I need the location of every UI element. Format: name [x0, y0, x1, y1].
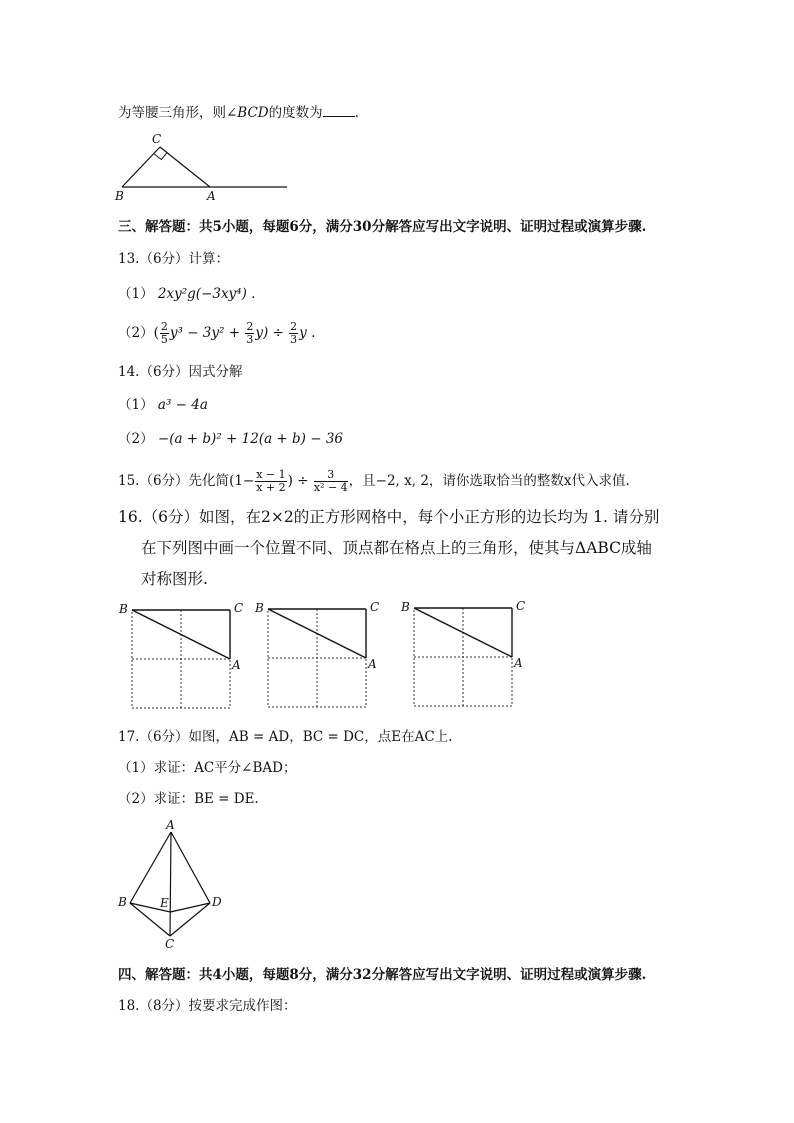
q15-heading: 15.（6分）先化简 — [118, 473, 230, 489]
q13-frac-1: $\frac{2}{5}$ — [160, 320, 168, 346]
q14-p1-num: （1） — [118, 397, 154, 413]
q13-p2-b: y) ÷ — [255, 325, 289, 341]
q13-p1-num: （1） — [118, 286, 154, 302]
q12-tail-line — [118, 103, 359, 123]
q13-p2-a: y³ − 3y² + — [169, 325, 245, 341]
q14-p2-num: （2） — [118, 431, 154, 447]
q13-part2: （2）( $\frac{2}{5}$ y³ − 3y² + $\frac{2}{3}$ y) ÷ $\frac{2}{3}$ y . — [118, 320, 316, 346]
answer-blank — [323, 116, 355, 117]
q12-triangle-figure — [112, 128, 292, 204]
grid-label-a-2: A — [368, 657, 377, 671]
q17-diagonal-ac — [170, 832, 171, 936]
q14-part1 — [118, 395, 208, 415]
q17-label-c: C — [165, 937, 175, 951]
grid-label-c-2: C — [370, 600, 380, 614]
q12-right-angle-mark — [154, 153, 167, 160]
q13-part1 — [118, 284, 255, 304]
section-4-heading: 四、解答题：共4小题，每题8分，满分32分解答应写出文字说明、证明过程或演算步骤. — [118, 967, 647, 983]
q12-label-c: C — [152, 132, 162, 146]
grid-label-a-3: A — [514, 656, 523, 670]
q12-side-ca — [160, 147, 210, 187]
q14-p2-expr: −(a + b)² + 12(a + b) − 36 — [157, 431, 343, 447]
grid-label-b-1: B — [119, 602, 128, 616]
q17-side-ab — [130, 832, 171, 903]
q13-p2-end: . — [311, 325, 316, 341]
q15-mid: ) ÷ — [287, 473, 313, 489]
q12-text: 为等腰三角形，则 — [118, 105, 226, 121]
q15-frac-2: $\frac{3}{\text{x² − 4}}$ — [313, 468, 348, 494]
q15-line — [118, 469, 630, 494]
q15-frac-1: $\frac{x - 1}{x + 2}$ — [256, 468, 286, 494]
q17-heading: 17.（6分）如图，AB = AD，BC = DC，点E在AC上. — [118, 729, 453, 745]
q17-part2: （2）求证：BE = DE. — [118, 791, 259, 807]
q13-frac-2: $\frac{2}{3}$ — [246, 320, 254, 346]
q16-grid-figures — [110, 596, 540, 714]
grid-label-c-3: C — [516, 599, 526, 613]
q17-side-ad — [171, 832, 210, 903]
q13-p1-expr: 2xy²g(−3xy⁴) — [157, 286, 247, 302]
q14-heading: 14.（6分）因式分解 — [118, 364, 243, 380]
q17-label-d: D — [212, 895, 222, 909]
q13-p2-c: y — [299, 325, 307, 341]
q16-line-1: 16.（6分）如图，在2×2的正方形网格中，每个小正方形的边长均为 1. 请分别 — [118, 508, 660, 526]
grid-label-b-3: B — [401, 600, 410, 614]
q15-open: (1− — [229, 473, 255, 489]
q12-side-bc — [122, 147, 160, 187]
q15-tail: ，且−2, x, 2，请你选取恰当的整数x代入求值. — [348, 473, 630, 489]
q17-part1: （1）求证：AC平分∠BAD； — [118, 760, 297, 776]
q12-label-a: A — [207, 189, 216, 203]
section-3-heading: 三、解答题：共5小题，每题6分，满分30分解答应写出文字说明、证明过程或演算步骤. — [118, 219, 647, 235]
grid-label-a-1: A — [232, 658, 241, 672]
q17-label-a: A — [166, 818, 175, 832]
q18-heading: 18.（8分）按要求完成作图： — [118, 998, 297, 1014]
q13-frac-3: $\frac{2}{3}$ — [290, 320, 298, 346]
q14-part2 — [118, 429, 343, 449]
q17-label-e: E — [160, 896, 169, 910]
grid-label-b-2: B — [255, 601, 264, 615]
q13-heading: 13.（6分）计算： — [118, 251, 230, 267]
q14-p1-expr: a³ − 4a — [157, 397, 208, 413]
q16-line-3: 对称图形. — [141, 570, 208, 588]
q12-angle: ∠BCD — [226, 105, 269, 121]
q12-end: . — [354, 105, 359, 121]
q16-line-2: 在下列图中画一个位置不同、顶点都在格点上的三角形，使其与ΔABC成轴 — [141, 539, 652, 557]
q12-text-2: 的度数为 — [268, 105, 323, 121]
q13-p1-end: . — [251, 286, 256, 302]
q13-p2-num: （2） — [118, 325, 154, 341]
q17-label-b: B — [118, 895, 127, 909]
grid-label-c-1: C — [234, 601, 244, 615]
q12-label-b: B — [115, 189, 124, 203]
q17-kite-figure — [112, 815, 232, 955]
